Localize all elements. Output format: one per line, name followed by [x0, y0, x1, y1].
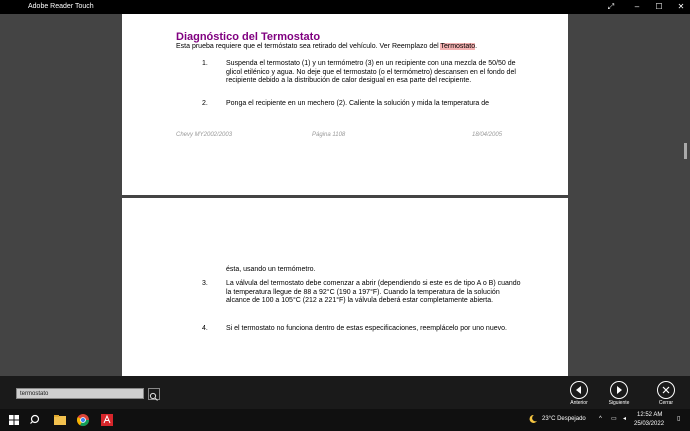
search-input[interactable]: termostato — [16, 388, 144, 399]
file-explorer-icon[interactable] — [52, 412, 68, 428]
weather-text[interactable]: 23°C Despejado — [542, 416, 586, 422]
app-title: Adobe Reader Touch — [28, 3, 94, 10]
search-button[interactable] — [148, 388, 160, 400]
clock-date[interactable]: 25/03/2022 — [634, 421, 665, 427]
tray-chevron-icon[interactable]: ^ — [599, 416, 602, 422]
close-icon — [658, 382, 674, 398]
weather-moon-icon — [528, 414, 538, 424]
acrobat-icon[interactable] — [99, 412, 115, 428]
volume-icon[interactable]: ◂ — [623, 416, 627, 422]
close-search-button[interactable] — [657, 381, 675, 399]
footer-center: Página 1108 — [312, 132, 346, 138]
notification-icon[interactable]: ▯ — [677, 416, 681, 422]
windows-start-icon[interactable] — [6, 412, 22, 428]
minimize-button[interactable]: – — [634, 2, 640, 11]
network-icon[interactable]: ▭ — [611, 416, 617, 422]
step-text: Ponga el recipiente en un mechero (2). Caliente la solución y mida la temperatura de — [226, 100, 490, 107]
arrow-right-icon — [611, 382, 627, 398]
taskbar — [0, 409, 690, 431]
scrollbar-thumb[interactable] — [684, 143, 687, 159]
step-text: La válvula del termostato debe comenzar a abrir (dependiendo si este es de tipo A o B) cuando la temperatura llegue de 88 a 92°C (190 a 197°F). Cuando la temperatura de la solución alcance de 100 a 105°C (212 a 221°F) la válvula deberá estar completamente abierta. — [226, 280, 521, 305]
step-text: Suspenda el termostato (1) y un termómetro (3) en un recipiente con una mezcla de 50/50 de glicol etilénico y agua. No deje que el termostato (o el termómetro) descansen en el fondo del recipiente debido a la distribución de calor desigual en esa parte del recipiente. — [226, 60, 516, 85]
step-text: Si el termostato no funciona dentro de estas especificaciones, reemplácelo por uno nuevo. — [226, 325, 507, 332]
previous-label: Anterior — [570, 400, 588, 406]
step-number: 3. — [202, 280, 208, 287]
footer-right: 18/04/2005 — [472, 132, 503, 138]
close-label: Cerrar — [658, 400, 674, 406]
continuation-text: ésta, usando un termómetro. — [226, 266, 316, 273]
next-button[interactable] — [610, 381, 628, 399]
intro-text: Esta prueba requiere que el termóstato sea retirado del vehículo. Ver Reemplazo del Termostato. — [176, 43, 478, 50]
step-number: 1. — [202, 60, 208, 67]
close-window-button[interactable]: ✕ — [677, 2, 685, 11]
pdf-page-2 — [122, 198, 568, 376]
previous-button[interactable] — [570, 381, 588, 399]
step-number: 2. — [202, 100, 208, 107]
fullscreen-icon[interactable]: ⤢ — [607, 2, 615, 11]
title-bar — [0, 0, 690, 14]
section-heading: Diagnóstico del Termostato — [176, 31, 321, 43]
search-highlight: Termostato — [440, 43, 476, 50]
maximize-button[interactable]: ☐ — [655, 2, 663, 11]
next-label: Siguiente — [608, 400, 630, 406]
footer-left: Chevy MY2002/2003 — [176, 132, 233, 138]
chrome-icon[interactable] — [75, 412, 91, 428]
step-number: 4. — [202, 325, 208, 332]
arrow-left-icon — [571, 382, 587, 398]
pdf-page-1 — [122, 14, 568, 195]
search-icon — [149, 392, 159, 402]
clock-time[interactable]: 12:52 AM — [637, 412, 663, 418]
search-icon[interactable] — [28, 412, 44, 428]
